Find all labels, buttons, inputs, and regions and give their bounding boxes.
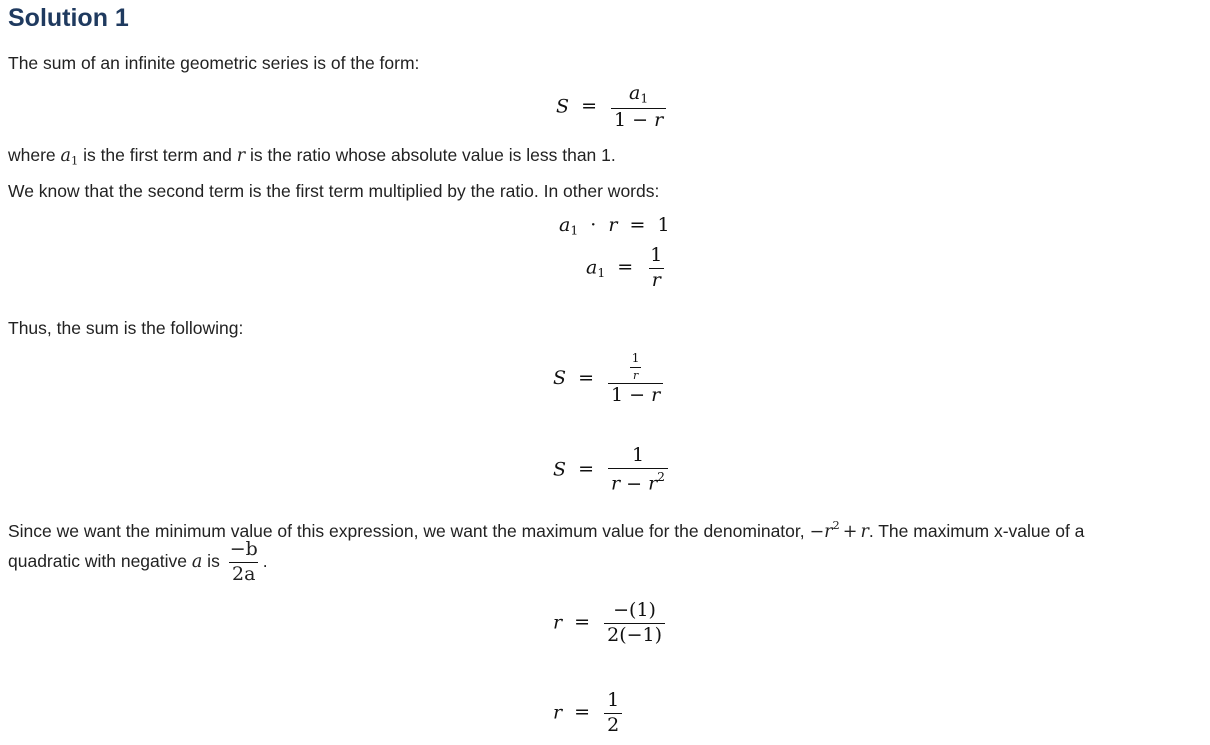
thus-paragraph: Thus, the sum is the following: <box>8 318 244 338</box>
numerator: 1 <box>607 689 620 711</box>
minus-sign: − <box>629 384 646 407</box>
page-title: Solution 1 <box>8 4 129 32</box>
symbol-r: r <box>553 611 563 634</box>
text-segment: is the ratio whose absolute value is less than 1. <box>245 145 616 165</box>
symbol-a: a <box>559 214 571 236</box>
text-segment: Since we want the minimum value of this expression, we want the maximum value for the denominator, <box>8 520 810 541</box>
superscript: 2 <box>657 469 666 484</box>
fraction <box>608 446 668 495</box>
text-segment: is the first term and <box>78 145 237 165</box>
vertex-fraction <box>227 540 261 585</box>
text-segment: is <box>202 551 225 572</box>
dot-operator: · <box>590 214 597 236</box>
minus-sign: − <box>809 521 825 542</box>
symbol-r: r <box>611 472 621 495</box>
symbol-a: a <box>629 82 641 104</box>
minus-sign: − <box>632 108 649 131</box>
equation-second-term <box>559 214 670 238</box>
denominator: r <box>649 268 664 291</box>
numerator: 1 <box>631 351 640 365</box>
symbol-r: r <box>648 472 658 495</box>
fraction <box>647 246 665 291</box>
numerator: −b <box>229 538 258 560</box>
equation-vertex-substituted <box>553 601 667 646</box>
where-paragraph <box>8 145 616 167</box>
text-segment: . The maximum x-value of a <box>868 520 1085 541</box>
number: 1 <box>657 214 670 236</box>
denominator: 2 <box>604 713 622 736</box>
numerator <box>624 352 648 383</box>
symbol-a: a <box>191 552 203 573</box>
denominator <box>611 108 666 131</box>
symbol-a: a <box>60 146 71 166</box>
number: 1 <box>614 108 627 131</box>
equation-vertex-result <box>553 691 624 736</box>
numerator: 1 <box>650 244 663 266</box>
denominator: 2(−1) <box>604 623 665 646</box>
fraction <box>611 84 666 131</box>
equation-sum-simplified <box>553 446 670 495</box>
since-paragraph <box>8 518 1084 542</box>
equals-sign: = <box>578 458 594 481</box>
symbol-r: r <box>654 108 664 131</box>
symbol-a: a <box>586 256 598 279</box>
plus-sign: + <box>842 521 858 542</box>
symbol-s: S <box>553 458 567 481</box>
inner-fraction <box>629 352 643 381</box>
symbol-r: r <box>651 384 661 407</box>
subscript: 1 <box>597 266 606 281</box>
subscript: 1 <box>640 91 649 106</box>
numerator <box>626 84 651 108</box>
symbol-s: S <box>553 367 567 390</box>
equals-sign: = <box>581 95 597 118</box>
symbol-r: r <box>860 521 869 542</box>
equals-sign: = <box>629 214 646 236</box>
symbol-r: r <box>608 214 618 236</box>
symbol-r: r <box>553 701 563 724</box>
intro-paragraph: The sum of an infinite geometric series is of the form: <box>8 53 420 73</box>
equals-sign: = <box>574 611 591 634</box>
fraction <box>604 601 665 646</box>
text-segment: where <box>8 145 61 165</box>
subscript: 1 <box>570 223 579 238</box>
numerator: −(1) <box>613 599 656 621</box>
symbol-r: r <box>236 146 246 166</box>
number: 1 <box>611 384 624 407</box>
text-segment: quadratic with negative <box>8 551 192 572</box>
symbol-s: S <box>556 95 570 118</box>
denominator <box>608 383 663 406</box>
equation-sum-substituted <box>553 352 665 406</box>
numerator: 1 <box>631 444 645 466</box>
equation-sum-formula <box>556 84 668 131</box>
fraction <box>604 691 622 736</box>
text-segment: . <box>262 551 268 572</box>
equation-first-term <box>586 246 667 291</box>
denominator: r <box>630 367 641 382</box>
quadratic-paragraph <box>8 540 268 585</box>
denominator <box>608 468 668 495</box>
minus-sign: − <box>626 472 643 495</box>
subscript: 1 <box>70 153 79 168</box>
equals-sign: = <box>574 701 591 724</box>
equals-sign: = <box>578 367 594 390</box>
know-paragraph: We know that the second term is the first term multiplied by the ratio. In other words: <box>8 181 660 201</box>
superscript: 2 <box>832 518 840 532</box>
equals-sign: = <box>617 256 634 279</box>
symbol-r: r <box>824 521 833 542</box>
fraction <box>608 352 663 406</box>
denominator: 2a <box>229 562 258 585</box>
